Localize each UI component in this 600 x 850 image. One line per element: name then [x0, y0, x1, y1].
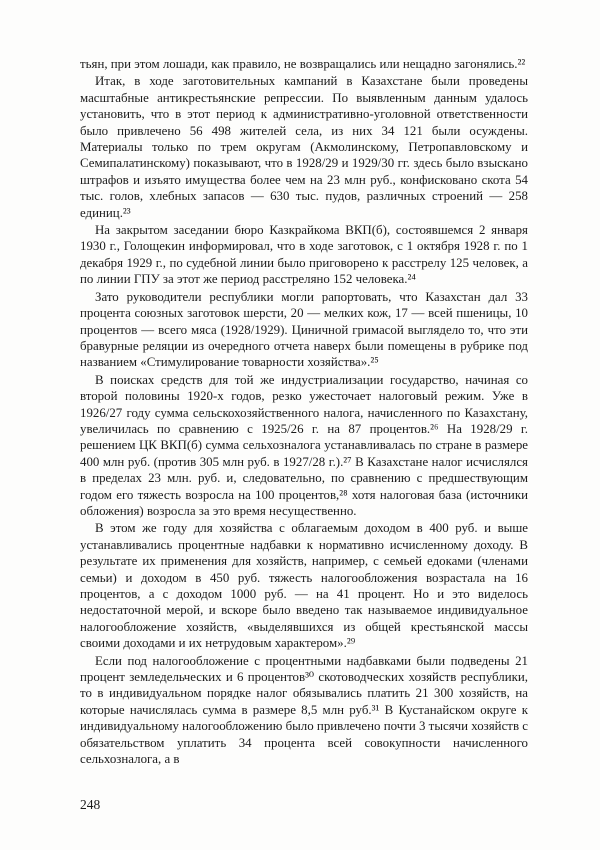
body-text — [80, 56, 528, 767]
paragraph-repressions: Итак, в ходе заготовительных кампаний в Казахстане были проведены масштабные антикрестьянские репрессии. По выявленным данным удалось установить, что в этот период к административно-уголовной ответственности было привлечено 56 498 жителей села, из них 34 121 были осуждены. Материалы только по трем округам (Акмолинскому, Петропавловскому и Семипалатинскому) показывают, что в 1928/29 и 1929/30 гг. здесь было взыскано штрафов и изъято имущества более чем на 23 млн руб., конфисковано скота 54 тыс. голов, хлебных запасов — 630 тыс. пудов, различных строений — 258 единиц.²³ — [80, 74, 528, 220]
paragraph-procurement-report: Зато руководители республики могли рапортовать, что Казахстан дал 33 процента союзных заготовок шерсти, 20 — мелких кож, 17 — всей пшеницы, 10 процентов — всего мяса (1928/1929). Циничной гримасой выглядело то, что эти бравурные реляции из очередного отчета наверх были помещены в рубрике под названием «Стимулирование товарности хозяйства».²⁵ — [80, 289, 528, 370]
paragraph-bureau-meeting: На закрытом заседании бюро Казкрайкома ВКП(б), состоявшемся 2 января 1930 г., Голощекин информировал, что в ходе заготовок, с 1 октября 1928 г. по 1 декабря 1929 г., по судебной линии было приговорено к расстрелу 125 человек, а по линии ГПУ за этот же период расстреляно 152 человека.²⁴ — [80, 223, 528, 287]
paragraph-individual-taxation: Если под налогообложение с процентными надбавками были подведены 21 процент земледельческих и 6 процентов³⁰ скотоводческих хозяйств республики, то в индивидуальном порядке налог обязывались платить 21 300 хозяйств, на которые начислялась сумма в размере 8,5 млн руб.³¹ В Кустанайском округе к индивидуальному налогообложению было привлечено почти 3 тысячи хозяйств с обязательством уплатить 34 процента всей совокупности начисленного сельхозналога, а в — [80, 653, 528, 767]
paragraph-tax-regime: В поисках средств для той же индустриализации государство, начиная со второй половины 1920-х годов, резко ужесточает налоговый режим. Уже в 1926/27 году сумма сельскохозяйственного налога, начисленного по Казахстану, увеличилась по сравнению с 1925/26 г. на 87 процентов.²⁶ На 1928/29 г. решением ЦК ВКП(б) сумма сельхозналога устанавливалась по стране в размере 400 млн руб. (против 305 млн руб. в 1927/28 г.).²⁷ В Казахстане налог исчислялся в пределах 23 млн. руб. и, следовательно, по сравнению с предшествующим годом его тяжесть возросла на 100 процентов,²⁸ хотя налоговая база (источники обложения) возросла за это время несущественно. — [80, 372, 528, 518]
paragraph-continued: тьян, при этом лошади, как правило, не возвращались или нещадно загонялись.²² — [80, 57, 526, 71]
page-number: 248 — [80, 797, 101, 812]
paragraph-tax-surcharges: В этом же году для хозяйства с облагаемым доходом в 400 руб. и выше устанавливались процентные надбавки к нормативно исчисленному доходу. В результате их применения для хозяйств, например, с семьей едоками (членами семьи) и доходом в 450 руб. тяжесть налогообложения возрастала на 16 процентов, а с доходом 1000 руб. — на 41 процент. Но и это виделось недостаточной мерой, и вскоре было введено так называемое индивидуальное налогообложение хозяйств, «выделявшихся из общей крестьянской массы своими доходами и их нетрудовым характером».²⁹ — [80, 521, 528, 651]
